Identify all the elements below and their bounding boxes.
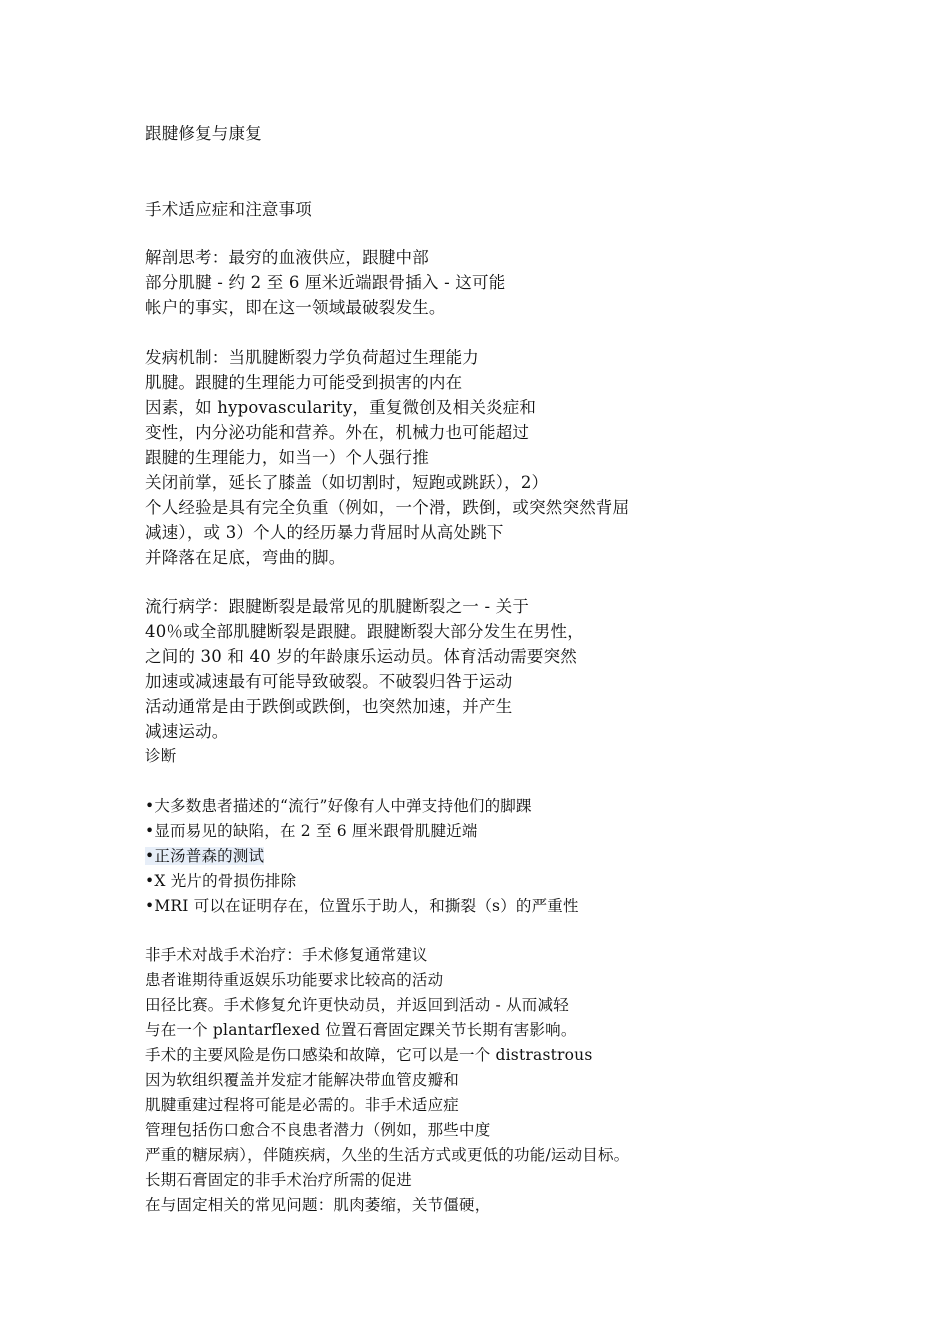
treatment-line: 因为软组织覆盖并发症才能解决带血管皮瓣和 [145,1071,460,1089]
treatment-line: 非手术对战手术治疗：手术修复通常建议 [145,946,428,964]
pathogenesis-line: 因素，如 hypovascularity，重复微创及相关炎症和 [145,398,537,417]
treatment-line: 在与固定相关的常见问题：肌肉萎缩，关节僵硬， [145,1196,491,1214]
treatment-line: 管理包括伤口愈合不良患者潜力（例如，那些中度 [145,1121,491,1139]
pathogenesis-line: 跟腱的生理能力，如当一）个人强行推 [145,448,429,467]
pathogenesis-line: 发病机制：当肌腱断裂力学负荷超过生理能力 [145,348,479,367]
pathogenesis-line: 并降落在足底，弯曲的脚。 [145,548,346,567]
pathogenesis-line: 变性，内分泌功能和营养。外在，机械力也可能超过 [145,423,530,442]
diagnosis-heading: 诊断 [145,747,177,765]
epidemiology-line: 40％或全部肌腱断裂是跟腱。跟腱断裂大部分发生在男性， [145,622,584,641]
pathogenesis-line: 个人经验是具有完全负重（例如，一个滑，跌倒，或突然突然背屈 [145,498,630,517]
diagnosis-item: •大多数患者描述的“流行”好像有人中弹支持他们的脚踝 [145,797,532,815]
highlighted-text: •正汤普森的测试 [145,847,265,865]
pathogenesis-line: 肌腱。跟腱的生理能力可能受到损害的内在 [145,373,463,392]
treatment-line: 田径比赛。手术修复允许更快动员，并返回到活动 - 从而减轻 [145,996,569,1014]
treatment-line: 患者谁期待重返娱乐功能要求比较高的活动 [145,971,444,989]
diagnosis-item [145,844,264,868]
treatment-line: 手术的主要风险是伤口感染和故障，它可以是一个 distrastrous [145,1046,593,1064]
treatment-line: 肌腱重建过程将可能是必需的。非手术适应症 [145,1096,460,1114]
treatment-line: 长期石膏固定的非手术治疗所需的促进 [145,1171,412,1189]
pathogenesis-line: 减速），或 3）个人的经历暴力背屈时从高处跳下 [145,523,504,542]
treatment-line: 严重的糖尿病），伴随疾病，久坐的生活方式或更低的功能/运动目标。 [145,1146,630,1164]
diagnosis-item: •X 光片的骨损伤排除 [145,872,297,890]
epidemiology-line: 加速或减速最有可能导致破裂。不破裂归咎于运动 [145,672,513,691]
diagnosis-item: •显而易见的缺陷，在 2 至 6 厘米跟骨肌腱近端 [145,822,478,840]
epidemiology-line: 活动通常是由于跌倒或跌倒，也突然加速，并产生 [145,697,513,716]
epidemiology-line: 之间的 30 和 40 岁的年龄康乐运动员。体育活动需要突然 [145,647,577,666]
section-title: 手术适应症和注意事项 [145,200,312,219]
treatment-line: 与在一个 plantarflexed 位置石膏固定踝关节长期有害影响。 [145,1021,577,1039]
anatomy-line: 帐户的事实，即在这一领域最破裂发生。 [145,298,446,317]
doc-title: 跟腱修复与康复 [145,124,262,143]
epidemiology-line: 减速运动。 [145,722,229,741]
epidemiology-line: 流行病学：跟腱断裂是最常见的肌腱断裂之一 - 关于 [145,597,530,616]
pathogenesis-line: 关闭前掌，延长了膝盖（如切割时，短跑或跳跃），2） [145,473,549,492]
anatomy-line: 部分肌腱 - 约 2 至 6 厘米近端跟骨插入 - 这可能 [145,273,506,292]
diagnosis-item: •MRI 可以在证明存在，位置乐于助人，和撕裂（s）的严重性 [145,897,579,915]
anatomy-line: 解剖思考：最穷的血液供应，跟腱中部 [145,248,429,267]
